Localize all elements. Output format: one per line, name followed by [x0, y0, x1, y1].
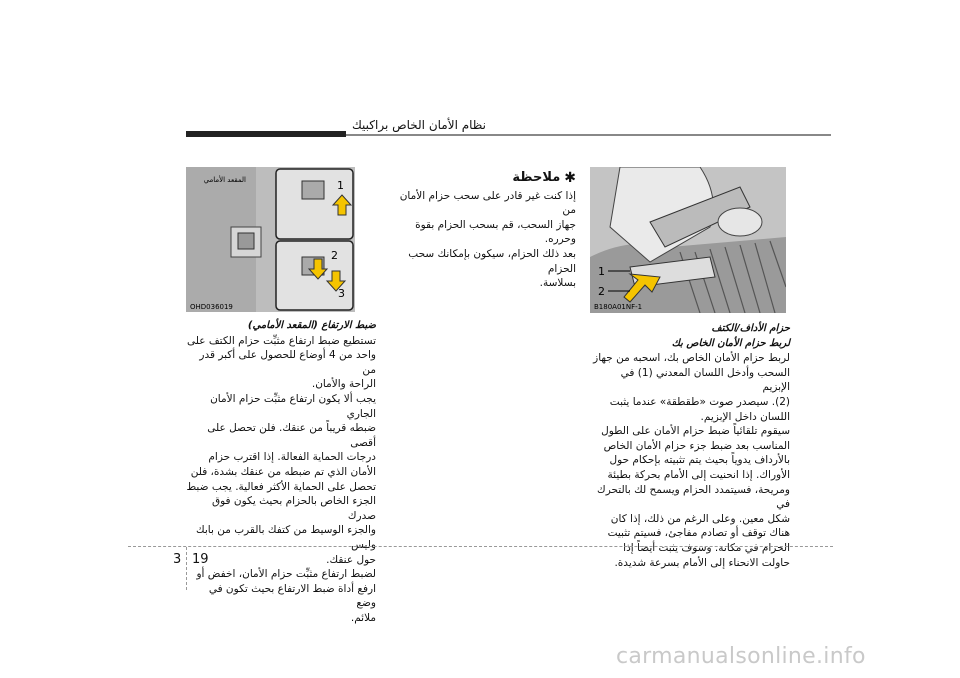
text-line: لضبط ارتفاع مثبِّت حزام الأمان، اخفض أو [196, 568, 376, 581]
height-adjuster-figure [186, 167, 355, 312]
asterisk-icon: ✱ [564, 170, 576, 186]
text-line: هناك توقف أو تصادم مفاجئ، فسيتم تثبيت [607, 527, 790, 540]
text-line: الأوراك. إذا انحنيت إلى الأمام بحركة بطيئة [607, 468, 790, 481]
text-line: السحب وأدخل اللسان المعدني (1) في الإبزيم [620, 366, 790, 394]
text-line: شكل معين. وعلى الرغم من ذلك، إذا كان [610, 512, 790, 525]
left-column [186, 319, 376, 625]
text-line: جهاز السحب، قم بسحب الحزام بقوة وحرره. [415, 218, 576, 246]
text-line: (2). سيصدر صوت «طقطقة» عندما يثبت [609, 395, 790, 408]
text-line: ومريحة، فسيتمدد الحزام ويسمح لك بالتحرك في [597, 483, 790, 511]
seatbelt-buckle-illustration [590, 167, 786, 313]
note-header [392, 171, 576, 186]
header-bar [186, 131, 346, 137]
note-box [392, 171, 576, 291]
height-adjuster-illustration [186, 167, 355, 312]
text-line: حاولت الانحناء إلى الأمام بسرعة شديدة. [614, 556, 790, 569]
watermark: carmanualsonline.info [616, 644, 866, 669]
section-subheading: لربط حزام الأمان الخاص بك [671, 337, 790, 349]
text-line: ضبطه قريباً من عنقك. فلن تحصل على أقصى [207, 422, 376, 449]
text-line: المناسب بعد ضبط جزء حزام الأمان الخاص [603, 439, 790, 452]
callout-1: 1 [598, 265, 605, 278]
text-line: حول عنقك. [326, 553, 376, 566]
text-line: يجب ألا يكون ارتفاع مثبِّت حزام الأمان الجاري [210, 392, 376, 420]
text-line: الأمان الذي تم ضبطه من عنقك بشدة، فلن [190, 465, 376, 478]
page-number: 19 [192, 552, 209, 567]
text-line: الجزء الخاص بالحزام بحيث يكون فوق صدرك [211, 495, 376, 522]
text-line: الراحة والأمان. [311, 378, 376, 391]
text-line: إذا كنت غير قادر على سحب حزام الأمان من [399, 189, 576, 217]
seatbelt-buckle-figure [590, 167, 786, 313]
text-line: بسلاسة. [539, 277, 576, 290]
text-line: سيقوم تلقائياً ضبط حزام الأمان على الطول [601, 425, 790, 438]
callout-3: 3 [338, 287, 345, 300]
figure-code: B180A01NF-1 [594, 303, 643, 311]
callout-1: 1 [337, 179, 344, 192]
right-column [590, 322, 790, 570]
section-heading: ضبط الارتفاع (المقعد الأمامي) [247, 320, 376, 331]
text-line: بعد ذلك الحزام، سيكون بإمكانك سحب الحزام [408, 247, 576, 275]
text-line: والجزء الوسيط من كتفك بالقرب من بابك وليس [196, 524, 376, 551]
text-line: اللسان داخل الإبزيم. [700, 410, 790, 423]
text-line: لربط حزام الأمان الخاص بك، اسحبه من جهاز [593, 352, 790, 365]
text-line: ارفع أداة ضبط الارتفاع بحيث تكون في وضع [208, 582, 376, 610]
callout-2: 2 [331, 249, 338, 262]
note-title: ملاحظة [512, 170, 561, 185]
text-line: درجات الحماية الفعالة. إذا اقترب حزام [208, 451, 376, 464]
text-line: واحد من 4 أوضاع للحصول على أكبر قدر من [199, 349, 376, 376]
text-line: تستطيع ضبط ارتفاع مثبِّت حزام الكتف على [186, 334, 376, 347]
header-title: نظام الأمان الخاص براكبيك [351, 118, 486, 132]
section-heading: حزام الأداف/الكتف [711, 323, 790, 334]
text-line: تحصل على الحماية الأكثر فعالية. يجب ضبط [186, 480, 376, 493]
footer-divider [186, 547, 187, 590]
text-line: ملائم. [350, 611, 376, 624]
chapter-number: 3 [173, 552, 182, 567]
figure-code: OHD036019 [190, 303, 233, 311]
text-line: الحزام في مكانه. وسوف يثبت أيضاً إذا [623, 541, 790, 554]
text-line: بالأرداف يدوياً بحيث يتم تثبيته بإحكام حول [609, 454, 790, 467]
figure-left-label: المقعد الأمامي [203, 176, 246, 184]
callout-2: 2 [598, 285, 605, 298]
footer-rule [128, 546, 833, 547]
